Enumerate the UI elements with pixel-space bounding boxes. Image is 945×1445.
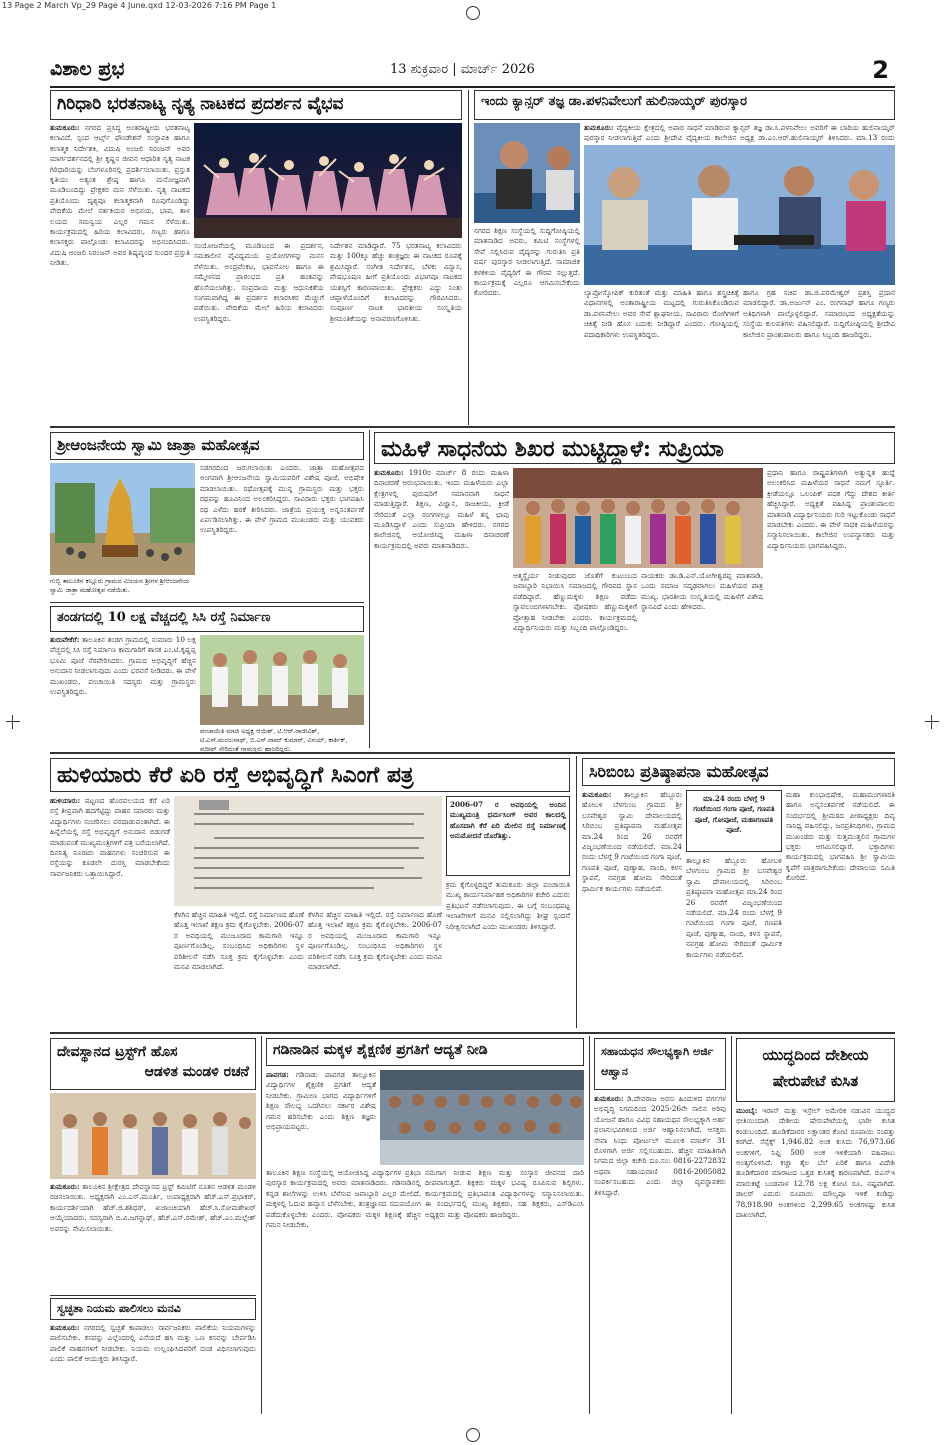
article-body	[50, 1323, 256, 1413]
article-body	[50, 635, 196, 733]
article-body	[425, 1168, 584, 1413]
article-text: ತಾಲೂಕಿನ ತಂಡಗ ಗ್ರಾಮದಲ್ಲಿ ಸುಮಾರು 10 ಲಕ್ಷ ವೆಚ್ಚದಲ್ಲಿ ಸಿಸಿ ರಸ್ತೆ ನಿರ್ಮಾಣ ಕಾಮಗಾರಿಗೆ ಶಾಸಕ ಎಂ.ಟಿ.ಕೃಷ್ಣಪ್ಪ ಭೂಮಿ ಪೂಜೆ ನೆರವೇರಿಸಿದರು. ಗ್ರಾಮದ ಅಭಿವೃದ್ಧಿಗೆ ಹೆಚ್ಚಿನ ಅನುದಾನ ನೀಡಲಾಗುವುದು ಎಂದು ಭರವಸೆ ನೀಡಿದರು. ಈ ವೇಳೆ ಮುಖಂಡರು, ಪಂಚಾಯಿತಿ ಸದಸ್ಯರು ಮತ್ತು ಗ್ರಾಮಸ್ಥರು ಉಪಸ್ಥಿತರಿದ್ದರು.	[50, 635, 196, 697]
headline-sahayadhana	[594, 1038, 726, 1090]
dateline: ತುಮಕೂರು:	[50, 123, 80, 132]
article-body	[786, 790, 895, 1026]
article-text: ನಗರದ ಶಿಕ್ಷಣ ಸಂಸ್ಥೆಯಲ್ಲಿ ಸುದ್ದಿಗೋಷ್ಠಿಯಲ್ಲಿ ಮಾತನಾಡಿದ ಅವರು, ಕಮಿಟಿ ಸಂಸ್ಥೆಗಳಲ್ಲಿ ಸೇವೆ ಸಲ್ಲಿಸಿರುವ ವೈದ್ಯರನ್ನು ಗುರುತಿಸಿ ಪ್ರತಿ ವರ್ಷ ಪುರಸ್ಕಾರ ನೀಡಲಾಗುತ್ತಿದೆ. ಸಾಮಾಜಿಕ ಕಳಕಳಿಯ ವೈದ್ಯರಿಗೆ ಈ ಗೌರವ ಸಲ್ಲುತ್ತದೆ. ಕಾರ್ಯಕ್ರಮಕ್ಕೆ ಎಲ್ಲರೂ ಆಗಮಿಸಬೇಕೆಂದು ಕೋರಿದರು.	[474, 226, 580, 298]
article-body	[266, 1168, 421, 1413]
article-body	[50, 123, 190, 418]
dateline: ತುಮಕೂರು:	[50, 1323, 80, 1332]
event-info-box: ಮಾ.24 ರಂದು ಬೆಳಗ್ಗೆ 9 ಗಂಟೆಯಿಂದ ಗಂಗಾ ಪೂಜೆ, ಗಣಪತಿ ಪೂಜೆ, ಗೋಪೂಜೆ, ಮಹಾಗಣಪತಿ ಪೂಜೆ.	[686, 790, 782, 852]
article-body	[582, 790, 682, 1026]
headline-siribimba: ಸಿರಿಬಿಂಬ ಪ್ರತಿಷ್ಠಾಪನಾ ಮಹೋತ್ಸವ	[582, 758, 895, 786]
photo-award-group	[474, 123, 580, 223]
page-number: 2	[872, 56, 889, 84]
article-text: ಆತ್ಮಸ್ಥೈರ್ಯ ನೀಡುವುದರ ಜೊತೆಗೆ ಕುಟುಂಬದ ಜವಾಬ್ದಾರಿ ನಿಭಾಯಿಸಿ ಸಮಾಜದಲ್ಲಿ ಗೌರವದ ಸ್ಥಾನ ಪಡೆದಿದ್ದಾರೆ. ಹೆಣ್ಣುಮಕ್ಕಳು ಶಿಕ್ಷಣ ಪಡೆದು ಸ್ವಾವಲಂಬಿಗಳಾಗಬೇಕು. ಪೋಷಕರು ಹೆಣ್ಣುಮಕ್ಕಳಿಗೆ ಪ್ರೋತ್ಸಾಹ ನೀಡಬೇಕು ಎಂದರು. ಕಾರ್ಯಕ್ರಮದಲ್ಲಿ ವಿದ್ಯಾರ್ಥಿನಿಯರು ಮತ್ತು ಸಿಬ್ಬಂದಿ ಪಾಲ್ಗೊಂಡಿದ್ದರು.	[513, 571, 637, 633]
column-divider	[731, 1036, 732, 1414]
headline-bharatanatya: ಗಿರಿಧಾರಿ ಭರತನಾಟ್ಯ ನೃತ್ಯ ನಾಟಕದ ಪ್ರದರ್ಶನ ವೈಭವ	[50, 90, 462, 120]
column-divider	[369, 430, 370, 748]
article-body	[743, 288, 895, 419]
dateline: ತುರುವೇಕೆರೆ:	[50, 635, 80, 644]
registration-mark-icon	[466, 1428, 480, 1442]
section-divider	[50, 1295, 256, 1296]
article-text: ಕೆಳಗಿನ ಹೆಚ್ಚಿನ ಮಾಹಿತಿ ಇಲ್ಲಿದೆ. ರಸ್ತೆ ನಿರ್ಮಾಣದ ಹೊಣೆ ಹೊತ್ತ ಇಲಾಖೆ ತಕ್ಷಣ ಕ್ರಮ ಕೈಗೊಳ್ಳಬೇಕು. 2006-07 ರ ಅವಧಿಯಲ್ಲಿ ಮಂಜೂರಾದ ಕಾಮಗಾರಿ ಇನ್ನೂ ಪೂರ್ಣಗೊಂಡಿಲ್ಲ. ಸಂಬಂಧಿಸಿದ ಅಧಿಕಾರಿಗಳು ಸ್ಥಳ ಪರಿಶೀಲನೆ ನಡೆಸಿ ಸೂಕ್ತ ಕ್ರಮ ಕೈಗೊಳ್ಳಬೇಕು ಎಂದು ಮನವಿ ಮಾಡಲಾಗಿದೆ.	[174, 910, 304, 972]
photo-dance-performance	[194, 123, 462, 238]
headline-line: ಆಡಳಿತ ಮಂಡಳಿ ರಚನೆ	[144, 1064, 249, 1080]
column-divider	[468, 90, 469, 425]
crosshair-mark-icon	[6, 715, 20, 729]
article-text: ಗಡಿನಾಡು ಪಾವಗಡ ತಾಲ್ಲೂಕಿನ ವಿದ್ಯಾರ್ಥಿಗಳ ಶೈಕ್ಷಣಿಕ ಪ್ರಗತಿಗೆ ಆದ್ಯತೆ ನೀಡಬೇಕು. ಗ್ರಾಮೀಣ ಭಾಗದ ವಿದ್ಯಾರ್ಥಿಗಳಿಗೆ ಶಿಕ್ಷಣ ಸೌಲಭ್ಯ ಒದಗಿಸಲು ಸರ್ಕಾರ ವಿಶೇಷ ಗಮನ ಹರಿಸಬೇಕು ಎಂದು ಶಿಕ್ಷಣ ತಜ್ಞರು ಅಭಿಪ್ರಾಯಪಟ್ಟರು.	[266, 1070, 376, 1132]
article-body	[200, 463, 364, 599]
article-body	[584, 123, 895, 145]
dateline: ತುಮಕೂರು:	[582, 790, 612, 799]
column-divider	[261, 1036, 262, 1414]
article-text: ನಿರ್ದೇಶನ ಮಾಡಿದ್ದಾರೆ. 75 ಭರತನಾಟ್ಯ ಕಲಾವಿದರು ಮತ್ತು 100ಕ್ಕೂ ಹೆಚ್ಚು ತಂತ್ರಜ್ಞರು ಈ ನಾಟಕದ ರೂಪಕ್ಕೆ ಶ್ರಮಿಸಿದ್ದಾರೆ. ಸಂಗೀತ ನಿರ್ದೇಶನ, ಬೆಳಕು ವಿನ್ಯಾಸ, ವೇಷಭೂಷಣ ಹೀಗೆ ಪ್ರತಿಯೊಂದು ವಿಭಾಗವೂ ನಾಟಕದ ಯಶಸ್ಸಿಗೆ ಕಾರಣವಾಯಿತು. ಪ್ರೇಕ್ಷಕರು ಎದ್ದು ನಿಂತು ಚಪ್ಪಾಳೆಯೊಂದಿಗೆ ಕಲಾವಿದರನ್ನು ಗೌರವಿಸಿದರು. ಸಂಪೂರ್ಣ ನಾಟಕ ಭಾರತೀಯ ಸಂಸ್ಕೃತಿಯ ಶ್ರೀಮಂತಿಕೆಯನ್ನು ಅನಾವರಣಗೊಳಿಸಿತು.	[330, 241, 462, 323]
article-text: ತಾಲೂಕಿನ ಶಿಕ್ಷಣ ಸಂಸ್ಥೆಯಲ್ಲಿ ಆಯೋಜಿಸಿದ್ದ ವಿದ್ಯಾರ್ಥಿಗಳ ಪ್ರತಿಭಾ ಪುರಸ್ಕಾರ ಕಾರ್ಯಕ್ರಮದಲ್ಲಿ ಅವರು ಮಾತನಾಡಿದರು. ಗಡಿನಾಡಿನಲ್ಲಿ ಕನ್ನಡ ಶಾಲೆಗಳನ್ನು ಉಳಿಸಿ ಬೆಳೆಸುವ ಜವಾಬ್ದಾರಿ ಎಲ್ಲರ ಮೇಲಿದೆ. ಮಕ್ಕಳಲ್ಲಿ ಓದುವ ಹವ್ಯಾಸ ಬೆಳೆಸಬೇಕು, ತಂತ್ರಜ್ಞಾನದ ಸದುಪಯೋಗ ಪಡೆದುಕೊಳ್ಳಬೇಕು ಎಂದರು. ಪೋಷಕರು ಮಕ್ಕಳ ಶಿಕ್ಷಣಕ್ಕೆ ಹೆಚ್ಚಿನ ಗಮನ ನೀಡಬೇಕು.	[266, 1168, 421, 1230]
page-header	[50, 56, 895, 88]
article-text: ಹಾಗೂ ಗ್ರಹ ಸಚಿವ ಡಾ.ಜಿ.ಪರಮೇಶ್ವರ್ ಪ್ರಶಸ್ತಿ ಪ್ರದಾನ ಮಾಡಲಿದ್ದಾರೆ. ಡಾ.ಅರ್ಜುನ್ ಎಂ. ರಂಗನಾಥ್ ಹಾಗೂ ಗಣ್ಯರು ಅತಿಥಿಗಳಾಗಿ ಪಾಲ್ಗೊಳ್ಳಲಿದ್ದಾರೆ. ಸಮಾರಂಭದ ಅಧ್ಯಕ್ಷತೆಯನ್ನು ಸಂಸ್ಥೆಯ ಕುಲಪತಿಗಳು ವಹಿಸಲಿದ್ದಾರೆ. ಸುದ್ದಿಗೋಷ್ಠಿಯಲ್ಲಿ ಶ್ರೀದೇವಿ ಕಾಲೇಜಿನ ಪ್ರಾಂಶುಪಾಲರು ಹಾಗೂ ಸಿಬ್ಬಂದಿ ಹಾಜರಿದ್ದರು.	[743, 288, 895, 339]
headline-line: ಯುದ್ಧದಿಂದ ದೇಶೀಯ	[762, 1046, 869, 1064]
column-divider	[589, 1036, 590, 1414]
photo-womens-day-group	[513, 468, 763, 568]
photo-students-group	[380, 1070, 584, 1165]
article-text: ಡಿ.ದೇವರಾಜ ಅರಸು ಹಿಂದುಳಿದ ವರ್ಗಗಳ ಅಭಿವೃದ್ಧಿ ನಿಗಮದಿಂದ 2025-26ನೇ ಸಾಲಿನ ಅರಿವು ಯೋಜನೆ ಹಾಗೂ ವಿವಿಧ ಸಹಾಯಧನ ಸೌಲಭ್ಯಕ್ಕಾಗಿ ಅರ್ಹ ಫಲಾನುಭವಿಗಳಿಂದ ಅರ್ಜಿ ಆಹ್ವಾನಿಸಲಾಗಿದೆ. ಆಸಕ್ತರು ಸೇವಾ ಸಿಂಧು ಪೋರ್ಟಲ್ ಮೂಲಕ ಮಾರ್ಚ್ 31 ರೊಳಗಾಗಿ ಅರ್ಜಿ ಸಲ್ಲಿಸಬಹುದು. ಹೆಚ್ಚಿನ ಮಾಹಿತಿಗಾಗಿ ನಿಗಮದ ಜಿಲ್ಲಾ ಕಚೇರಿ ದೂ.ಸಂ: 0816-2272832 ಅಥವಾ ಸಹಾಯವಾಣಿ 0816-2005082 ಸಂಪರ್ಕಿಸಬಹುದು ಎಂದು ಜಿಲ್ಲಾ ವ್ಯವಸ್ಥಾಪಕರು ತಿಳಿಸಿದ್ದಾರೆ.	[594, 1094, 726, 1197]
article-text: ಕ್ರಮ ಕೈಗೊಳ್ಳದಿದ್ದರೆ ತುಮಕೂರು ಜಿಲ್ಲಾ ಪಂಚಾಯಿತಿ ಮುಖ್ಯ ಕಾರ್ಯನಿರ್ವಾಹಕ ಅಧಿಕಾರಿಗಳ ಕಚೇರಿ ಎದುರು ಪ್ರತಿಭಟನೆ ನಡೆಸಲಾಗುವುದು. ಈ ಬಗ್ಗೆ ಸಂಬಂಧಪಟ್ಟ ಇಲಾಖೆಗಳಿಗೆ ಮನವಿ ಸಲ್ಲಿಸಲಾಗಿದ್ದು ಶೀಘ್ರ ಸ್ಪಂದನೆ ನಿರೀಕ್ಷಿಸಲಾಗಿದೆ ಎಂದು ಮುಖಂಡರು ತಿಳಿಸಿದ್ದಾರೆ.	[446, 880, 570, 931]
section-divider	[50, 602, 364, 603]
article-body	[767, 468, 895, 748]
article-body	[474, 226, 580, 419]
photo-caption: ಪಂಚಾಯಿತಿ ಮಾಜಿ ಅಧ್ಯಕ್ಷ ಆಯಿಶ್, ಟಿ.ಆರ್.ರಾಜೀವಿಶ್, ಟಿ.ಎಸ್.ಮಂಜುನಾಥ್, ಬಿ.ಎಸ್.ರಾಮ್ ಕುಮಾರ್, ವಿನಯ್, ಕಾರ್ತಿಕ್, ಪ್ರದೀಪ್ ಸೇರಿದಂತೆ ಗ್ರಾಮಸ್ಥರು ಹಾಜರಿದ್ದರು.	[200, 727, 348, 753]
article-text: ಪಟ್ಟಣದ ಹೊರವಲಯದ ಕೆರೆ ಏರಿ ರಸ್ತೆ ತೀವ್ರವಾಗಿ ಹದಗೆಟ್ಟಿದ್ದು ವಾಹನ ಸವಾರರು ಮತ್ತು ವಿದ್ಯಾರ್ಥಿಗಳು ಸಂಚರಿಸಲು ಪರದಾಡುವಂತಾಗಿದೆ. ಈ ಹಿನ್ನೆಲೆಯಲ್ಲಿ ರಸ್ತೆ ಅಭಿವೃದ್ಧಿಗೆ ಅನುದಾನ ಬಿಡುಗಡೆ ಮಾಡುವಂತೆ ಮುಖ್ಯಮಂತ್ರಿಗಳಿಗೆ ಪತ್ರ ಬರೆಯಲಾಗಿದೆ. ದಿನನಿತ್ಯ ನೂರಾರು ವಾಹನಗಳು ಸಂಚರಿಸುವ ಈ ರಸ್ತೆಯನ್ನು ಕೂಡಲೇ ದುರಸ್ತಿ ಮಾಡಬೇಕೆಂದು ಸಾರ್ವಜನಿಕರು ಒತ್ತಾಯಿಸಿದ್ದಾರೆ.	[50, 796, 170, 878]
article-text: ಸಂಯೋಜನೆಯಲ್ಲಿ ಮೂಡಿಬಂದ ಈ ಪ್ರದರ್ಶನ, ಸಮಕಾಲೀನ ವೈವಿಧ್ಯಮಯ ಪ್ರಯೋಗಗಳನ್ನು ಮನಸ ಸೆಳೆಯಿತು. ಅಂದ್ರವೆಂಕಟ, ಭಾವನೋಲ ಹಾಗೂ ಈ ಸಮ್ಮೇಳನದ ಪ್ರಾರಂಭದ ಪ್ರತಿ ಹಂತವನ್ನು ಹೊಸೆಯಲಾಗಿತ್ತು. ಸಂಪ್ರದಾಯ ಮತ್ತು ಆಧುನಿಕತೆಯ ಸಂಗಮವಾಗಿದ್ದ ಈ ಪ್ರದರ್ಶನ ಕಲಾರಸಿಕರ ಮೆಚ್ಚುಗೆ ಪಡೆಯಿತು. ವೇದಿಕೆಯ ಮೇಲೆ ಹಿರಿಯ ಕಲಾವಿದರು ಉಪಸ್ಥಿತರಿದ್ದರು.	[194, 241, 324, 323]
article-text: ತಾಲ್ಲೂಕಿನ ಹೆಬ್ಬೂರು ಹೋಬಳಿ ಬೆಳಗುಂಬ ಗ್ರಾಮದ ಶ್ರೀ ಬಸವೇಶ್ವರ ಸ್ವಾಮಿ ದೇವಾಲಯದಲ್ಲಿ ಸಿರಿಬಿಂಬ ಪ್ರತಿಷ್ಠಾಪನಾ ಮಹೋತ್ಸವ ಮಾ.24 ರಿಂದ 26 ರವರೆಗೆ ವಿಜೃಂಭಣೆಯಿಂದ ನಡೆಯಲಿದೆ. ಮಾ.24 ರಂದು ಬೆಳಗ್ಗೆ 9 ಗಂಟೆಯಿಂದ ಗಂಗಾ ಪೂಜೆ, ಗಣಪತಿ ಪೂಜೆ, ಪುಣ್ಯಾಹ, ನಾಂದಿ, ಕಳಸ ಸ್ಥಾಪನೆ, ನವಗ್ರಹ ಹೋಮ ಸೇರಿದಂತೆ ಧಾರ್ಮಿಕ ಕಾರ್ಯಗಳು ನಡೆಯಲಿವೆ.	[582, 790, 682, 893]
dateline: ತುಮಕೂರು:	[584, 123, 614, 132]
headline-anjaneya: ಶ್ರೀಆಂಜನೇಯ ಸ್ವಾಮಿ ಜಾತ್ರಾ ಮಹೋತ್ಸವ	[50, 432, 364, 460]
article-text: ಇರಾನ್ ಮತ್ತು ಇಸ್ರೇಲ್ ಅಮೇರಿಕ ನಡುವಿನ ಯುದ್ಧದ ಭೀತಿಯಿಂದಾಗಿ ದೇಶೀಯ ಷೇರುಪೇಟೆಯಲ್ಲಿ ಭಾರೀ ಕುಸಿತ ಕಂಡುಬಂದಿದೆ. ಹೂಡಿಕೆದಾರರ ಲಕ್ಷಾಂತರ ಕೋಟಿ ರೂಪಾಯಿ ಸಂಪತ್ತು ಕರಗಿದೆ. ಸೆನ್ಸೆಕ್ಸ್ 1,946.82 ಅಂಕ ಕುಸಿದು 76,973.66 ಅಂಕಗಳಿಗೆ, ನಿಫ್ಟಿ 500 ಅಂಕ ಇಳಿಕೆಯಾಗಿ ವಹಿವಾಟು ಅಂತ್ಯಗೊಳಿಸಿದೆ. ಕಚ್ಚಾ ತೈಲ ಬೆಲೆ ಏರಿಕೆ ಹಾಗೂ ವಿದೇಶಿ ಹೂಡಿಕೆದಾರರ ಮಾರಾಟದ ಒತ್ತಡ ಕುಸಿತಕ್ಕೆ ಕಾರಣವಾಗಿದೆ. ಬಿಎಸ್‌ಇ ಮಾರುಕಟ್ಟೆ ಬಂಡವಾಳ 12.78 ಲಕ್ಷ ಕೋಟಿ ರೂ. ನಷ್ಟವಾಗಿದೆ. ಡಾಲರ್ ಎದುರು ರೂಪಾಯಿ ಮೌಲ್ಯವೂ ಇಳಿಕೆ ಕಂಡಿದ್ದು 78,918.90 ಅಂಕಗಳಿಂದ 2,299.65 ಅಂಕಗಳಷ್ಟು ಕುಸಿತ ದಾಖಲಾಗಿದೆ.	[736, 1106, 895, 1220]
article-text: 1910ರ ಮಾರ್ಚ್ 8 ರಂದು ಮಹಿಳಾ ದಿನಾಚರಣೆ ಆರಂಭವಾಯಿತು. ಇಂದು ಮಹಿಳೆಯರು ಎಲ್ಲಾ ಕ್ಷೇತ್ರಗಳಲ್ಲಿ ಪುರುಷರಿಗೆ ಸಮಾನವಾಗಿ ಸಾಧನೆ ಮಾಡುತ್ತಿದ್ದಾರೆ. ಶಿಕ್ಷಣ, ವಿಜ್ಞಾನ, ರಾಜಕೀಯ, ಕ್ರೀಡೆ ಸೇರಿದಂತೆ ಎಲ್ಲಾ ರಂಗಗಳಲ್ಲೂ ಮಹಿಳೆ ತನ್ನ ಛಾಪು ಮೂಡಿಸಿದ್ದಾಳೆ ಎಂದು ಸುಪ್ರಿಯಾ ಹೇಳಿದರು. ನಗರದ ಕಾಲೇಜಿನಲ್ಲಿ ಆಯೋಜಿಸಿದ್ದ ಮಹಿಳಾ ದಿನಾಚರಣೆ ಕಾರ್ಯಕ್ರಮದಲ್ಲಿ ಅವರು ಮಾತನಾಡಿದರು.	[374, 468, 509, 550]
headline-cc-road: ತಂಡಗದಲ್ಲಿ 10 ಲಕ್ಷ ವೆಚ್ಚದಲ್ಲಿ ಸಿಸಿ ರಸ್ತೆ ನಿರ್ಮಾಣ	[50, 606, 364, 632]
section-divider	[50, 1032, 895, 1034]
article-body	[308, 910, 442, 1026]
dateline: ಮುಂಬೈ:	[736, 1106, 758, 1115]
dateline: ಹುಳಿಯಾರು:	[50, 796, 81, 805]
headline-line: ದೇವಸ್ಥಾನದ ಟ್ರಸ್ಟ್‌ಗೆ ಹೊಸ	[57, 1044, 178, 1060]
headline-gadinadu: ಗಡಿನಾಡಿನ ಮಕ್ಕಳ ಶೈಕ್ಷಣಿಕ ಪ್ರಗತಿಗೆ ಆದ್ಯತೆ ನೀಡಿ	[266, 1038, 584, 1066]
article-text: ಮಹಾ ಕುಂಭಾಭಿಷೇಕ, ಮಹಾಮಂಗಳಾರತಿ ಹಾಗೂ ಅನ್ನಸಂತರ್ಪಣೆ ನಡೆಯಲಿದೆ. ಈ ಸಂದರ್ಭದಲ್ಲಿ ಶ್ರೀಮಠದ ಪೀಠಾಧ್ಯಕ್ಷರು ದಿವ್ಯ ಸಾನಿಧ್ಯ ವಹಿಸಲಿದ್ದು, ಜನಪ್ರತಿನಿಧಿಗಳು, ಗ್ರಾಮದ ಮುಖಂಡರು ಮತ್ತು ಸುತ್ತಮುತ್ತಲಿನ ಗ್ರಾಮಗಳ ಭಕ್ತರು ಆಗಮಿಸಲಿದ್ದಾರೆ. ಭಕ್ತಾದಿಗಳು ಕಾರ್ಯಕ್ರಮದಲ್ಲಿ ಭಾಗವಹಿಸಿ ಶ್ರೀ ಸ್ವಾಮಿಯ ಕೃಪೆಗೆ ಪಾತ್ರರಾಗಬೇಕೆಂದು ದೇವಾಲಯ ಸಮಿತಿ ಕೋರಿದೆ.	[786, 790, 895, 883]
article-body	[266, 1070, 376, 1165]
issue-date: 13 ಶುಕ್ರವಾರ | ಮಾರ್ಚ್ 2026	[390, 62, 535, 77]
dateline: ಪಾವಗಡ:	[266, 1070, 289, 1079]
registration-mark-icon	[466, 6, 480, 20]
photo-trust-members	[50, 1093, 256, 1179]
article-body	[374, 468, 509, 748]
masthead: ವಿಶಾಲ ಪ್ರಭ	[50, 58, 125, 80]
photo-caption: ಗುಬ್ಬಿ ತಾಲೂಕಿನ ಕಲ್ಲೂರು ಗ್ರಾಮದ ವಿಜಯನ ಶ್ರೀಗಳ ಶ್ರೀಆಂಜನೇಯ ಸ್ವಾಮಿ ಜಾತ್ರಾ ಮಹೋತ್ಸವ ನಡೆಯಿತು.	[50, 577, 190, 594]
article-body	[330, 241, 462, 419]
article-body	[736, 1106, 895, 1413]
article-body	[174, 910, 304, 1026]
headline-huliyaru: ಹುಳಿಯಾರು ಕೆರೆ ಏರಿ ರಸ್ತೆ ಅಭಿವೃದ್ಧಿಗೆ ಸಿಎಂಗೆ ಪತ್ರ	[50, 758, 570, 792]
dateline: ತುಮಕೂರು:	[50, 1182, 80, 1191]
photo-letter-document	[174, 796, 442, 906]
headline-cancer-award: ಇಂದು ಕ್ಯಾನ್ಸರ್ ತಜ್ಞ ಡಾ.ಪಳನಿವೇಲುಗೆ ಹುಲಿನಾಯ್ಕರ್ ಪುರಸ್ಕಾರ	[474, 90, 895, 120]
article-body	[50, 1182, 256, 1292]
article-text: ಸಡಗರದಿಂದ ಜರುಗಲಾಯಿತು ಎಂದರು. ಜಾತ್ರಾ ಮಹೋತ್ಸವದ ಅಂಗವಾಗಿ ಶ್ರೀಆಂಜನೇಯ ಸ್ವಾಮಿಯವರಿಗೆ ವಿಶೇಷ ಪೂಜೆ, ಅಭಿಷೇಕ ಮಾಡಲಾಯಿತು. ರಥೋತ್ಸವಕ್ಕೆ ಮುನ್ನ ಗ್ರಾಮಸ್ಥರು ಮತ್ತು ಭಕ್ತರು ರಥವನ್ನು ಹೂವಿನಿಂದ ಅಲಂಕರಿಸಿದ್ದರು. ಸಾವಿರಾರು ಭಕ್ತರು ಭಾಗವಹಿಸಿ ರಥ ಎಳೆದು ಹರಕೆ ತೀರಿಸಿದರು. ಜಾತ್ರೆಯ ಪ್ರಯುಕ್ತ ಅನ್ನಸಂತರ್ಪಣೆ ಏರ್ಪಡಿಸಲಾಗಿತ್ತು. ಈ ವೇಳೆ ಗ್ರಾಮದ ಮುಖಂಡರು ಮತ್ತು ಯುವಕರು ಉಪಸ್ಥಿತರಿದ್ದರು.	[200, 463, 364, 535]
section-divider	[50, 426, 895, 428]
article-text: ಪ್ರಧಾನಿ ಹಾಗೂ ರಾಷ್ಟ್ರಪತಿಗಳಾಗಿ ಅತ್ಯುನ್ನತ ಹುದ್ದೆ ಅಲಂಕರಿಸಿದ ಮಹಿಳೆಯರ ಸಾಧನೆ ನಮಗೆ ಸ್ಫೂರ್ತಿ. ಕ್ರೀಡೆಯಲ್ಲೂ ಒಲಂಪಿಕ್ ಪದಕ ಗೆದ್ದು ದೇಶದ ಕೀರ್ತಿ ಹೆಚ್ಚಿಸಿದ್ದಾರೆ. ಅಧ್ಯಕ್ಷತೆ ವಹಿಸಿದ್ದ ಪ್ರಾಂಶುಪಾಲರು ಮಾತನಾಡಿ ವಿದ್ಯಾರ್ಥಿನಿಯರು ಗುರಿ ಇಟ್ಟುಕೊಂಡು ಸಾಧನೆ ಮಾಡಬೇಕು ಎಂದರು. ಈ ವೇಳೆ ಸಾಧಕ ಮಹಿಳೆಯರನ್ನು ಸನ್ಮಾನಿಸಲಾಯಿತು. ಕಾಲೇಜಿನ ಉಪನ್ಯಾಸಕರು ಮತ್ತು ವಿದ್ಯಾರ್ಥಿನಿಯರು ಭಾಗವಹಿಸಿದ್ದರು.	[767, 468, 895, 550]
article-body	[513, 571, 637, 748]
article-body	[446, 880, 570, 1026]
dateline: ತುಮಕೂರು:	[374, 468, 404, 477]
column-divider	[576, 756, 577, 1028]
article-text: ತಾಲ್ಲೂಕಿನ ಹೆಬ್ಬೂರು ಹೋಬಳಿ ಬೆಳಗುಂಬ ಗ್ರಾಮದ ಶ್ರೀ ಬಸವೇಶ್ವರ ಸ್ವಾಮಿ ದೇವಾಲಯದಲ್ಲಿ ಸಿರಿಬಿಂಬ ಪ್ರತಿಷ್ಠಾಪನಾ ಮಹೋತ್ಸವ ಮಾ.24 ರಿಂದ 26 ರವರೆಗೆ ವಿಜೃಂಭಣೆಯಿಂದ ನಡೆಯಲಿದೆ. ಮಾ.24 ರಂದು ಬೆಳಗ್ಗೆ 9 ಗಂಟೆಯಿಂದ ಗಂಗಾ ಪೂಜೆ, ಗಣಪತಿ ಪೂಜೆ, ಪುಣ್ಯಾಹ, ನಾಂದಿ, ಕಳಸ ಸ್ಥಾಪನೆ, ನವಗ್ರಹ ಹೋಮ ಸೇರಿದಂತೆ ಧಾರ್ಮಿಕ ಕಾರ್ಯಗಳು ನಡೆಯಲಿವೆ.	[686, 856, 782, 959]
article-body	[594, 1094, 726, 1413]
article-text: ನಾಯಕರು ಡಾ.ಡಿ.ಎನ್.ಯೋಗೀಶ್ವರಪ್ಪ ಮಾತನಾಡಿ, ಒಂದು ಸಮಾಜ ಸದೃಢವಾಗಲು ಮಹಿಳೆಯರ ಪಾತ್ರ ಮುಖ್ಯ. ಭಾರತೀಯ ಸಂಸ್ಕೃತಿಯಲ್ಲಿ ಮಹಿಳೆಗೆ ವಿಶೇಷ ಸ್ಥಾನವಿದೆ ಎಂದು ಹೇಳಿದರು.	[641, 571, 763, 612]
headline-supriya: ಮಹಿಳೆ ಸಾಧನೆಯ ಶಿಖರ ಮುಟ್ಟಿದ್ದಾಳೆ: ಸುಪ್ರಿಯಾ	[374, 432, 895, 464]
photo-press-meet	[584, 145, 895, 285]
article-text: ಕೆಳಗಿನ ಹೆಚ್ಚಿನ ಮಾಹಿತಿ ಇಲ್ಲಿದೆ. ರಸ್ತೆ ನಿರ್ಮಾಣದ ಹೊಣೆ ಹೊತ್ತ ಇಲಾಖೆ ತಕ್ಷಣ ಕ್ರಮ ಕೈಗೊಳ್ಳಬೇಕು. 2006-07 ರ ಅವಧಿಯಲ್ಲಿ ಮಂಜೂರಾದ ಕಾಮಗಾರಿ ಇನ್ನೂ ಪೂರ್ಣಗೊಂಡಿಲ್ಲ. ಸಂಬಂಧಿಸಿದ ಅಧಿಕಾರಿಗಳು ಸ್ಥಳ ಪರಿಶೀಲನೆ ನಡೆಸಿ ಸೂಕ್ತ ಕ್ರಮ ಕೈಗೊಳ್ಳಬೇಕು ಎಂದು ಮನವಿ ಮಾಡಲಾಗಿದೆ.	[308, 910, 442, 972]
article-text: ನಗರದಲ್ಲಿ ಸ್ವಚ್ಛತೆ ಕಾಪಾಡಲು ಸಾರ್ವಜನಿಕರು ಪಾಲಿಕೆಯ ನಿಯಮಗಳನ್ನು ಪಾಲಿಸಬೇಕು. ಕಸವನ್ನು ಎಲ್ಲೆಂದರಲ್ಲಿ ಎಸೆಯದೆ ಹಸಿ ಮತ್ತು ಒಣ ಕಸವನ್ನು ಬೇರ್ಪಡಿಸಿ ಪಾಲಿಕೆ ವಾಹನಗಳಿಗೆ ನೀಡಬೇಕು. ನಿಯಮ ಉಲ್ಲಂಘಿಸಿದವರಿಗೆ ದಂಡ ವಿಧಿಸಲಾಗುವುದು ಎಂದು ಪಾಲಿಕೆ ಆಯುಕ್ತರು ತಿಳಿಸಿದ್ದಾರೆ.	[50, 1323, 256, 1364]
headline-trust	[50, 1038, 256, 1090]
article-body	[194, 241, 324, 419]
article-body	[50, 796, 170, 1026]
print-slug: 13 Page 2 March Vp_29 Page 4 June.qxd 12-03-2026 7:16 PM Page 1	[2, 1, 277, 10]
photo-road-inauguration	[200, 635, 364, 725]
headline-yuddha	[736, 1038, 895, 1102]
headline-text: ಸಹಾಯಧನ ಸೌಲಭ್ಯಕ್ಕಾಗಿ ಅರ್ಜಿ ಆಹ್ವಾನ	[601, 1045, 714, 1078]
section-divider	[50, 752, 895, 754]
article-body	[686, 856, 782, 1026]
crosshair-mark-icon	[925, 715, 939, 729]
article-text: ವೈದ್ಯಕೀಯ ಕ್ಷೇತ್ರದಲ್ಲಿ ಅಪಾರ ಸಾಧನೆ ಮಾಡಿರುವ ಕ್ಯಾನ್ಸರ್ ತಜ್ಞ ಡಾ.ಸಿ.ಪಳನಿವೇಲು ಅವರಿಗೆ ಈ ಬಾರಿಯ ಹುಲಿನಾಯ್ಕರ್ ಪುರಸ್ಕಾರ ನೀಡಲಾಗುತ್ತಿದೆ ಎಂದು ಶ್ರೀದೇವಿ ವೈದ್ಯಕೀಯ ಕಾಲೇಜಿನ ಅಧ್ಯಕ್ಷ ಡಾ.ಎಂ.ಆರ್.ಹುಲಿನಾಯ್ಕರ್ ತಿಳಿಸಿದರು. ಮಾ.13 ರಂದು	[584, 123, 895, 143]
article-body	[584, 288, 739, 419]
article-text: ಲ್ಯಾಪ್ರೋಸ್ಕೋಪಿಕ್ ಕುರಿತಂತೆ ಮತ್ತು ಮಾಹಿತಿ ಹಾಗೂ ಶಸ್ತ್ರಚಿಕಿತ್ಸೆ ವಿಧಾನಗಳಲ್ಲಿ ಅಂತಾರಾಷ್ಟ್ರೀಯ ಮಟ್ಟದಲ್ಲಿ ಗುರುತಿಸಿಕೊಂಡಿರುವ ಡಾ.ಪಳನಿವೇಲು ಅವರ ಸೇವೆ ಶ್ಲಾಘನೀಯ. ಸಾವಿರಾರು ರೋಗಿಗಳಿಗೆ ಚಿಕಿತ್ಸೆ ನೀಡಿ ಹೊಸ ಬದುಕು ನೀಡಿದ್ದಾರೆ ಎಂದರು. ಗೋಷ್ಠಿಯಲ್ಲಿ ಪದಾಧಿಕಾರಿಗಳು ಉಪಸ್ಥಿತರಿದ್ದರು.	[584, 288, 739, 339]
dateline: ತುಮಕೂರು:	[594, 1094, 624, 1103]
photo-chariot-festival	[50, 463, 195, 575]
article-text: ತಾಲೂಕಿನ ಶ್ರೀಕ್ಷೇತ್ರದ ದೇವಸ್ಥಾನದ ಟ್ರಸ್ಟ್ ಕಮಿಟಿಗೆ ನೂತನ ಆಡಳಿತ ಮಂಡಳಿ ರಚಿಸಲಾಯಿತು. ಅಧ್ಯಕ್ಷರಾಗಿ ಎಂ.ಎಸ್.ಮೂರ್ತಿ, ಉಪಾಧ್ಯಕ್ಷರಾಗಿ ಹೆಚ್.ಎಸ್.ಪ್ರಭಾಕರ್, ಕಾರ್ಯದರ್ಶಿಯಾಗಿ ಹೆಚ್.ಜಿ.ಶಶಿಧರ್, ಖಜಾಂಚಿಯಾಗಿ ಹೆಚ್.ಸಿ.ಸೋಮಶೇಖರ್ ಆಯ್ಕೆಯಾದರು. ಸದಸ್ಯರಾಗಿ ಬಿ.ವಿ.ಜಗನ್ನಾಥ್, ಹೆಚ್.ಎಸ್.ರಮೇಶ್, ಹೆಚ್.ಎಂ.ಮಲ್ಲೇಶ್ ಅವರನ್ನು ನೇಮಿಸಲಾಯಿತು.	[50, 1182, 256, 1233]
article-text: ನಗರದ ಪ್ರಸಿದ್ಧ ಅಂತರಾಷ್ಟ್ರೀಯ ಭರತನಾಟ್ಯ ಕಲಾವಿದೆ, ಸ್ಪಂದ ಆರ್ಟ್ಸ್ ಫೌಂಡೇಶನ್ ಸಂಸ್ಥಾಪಕಿ ಹಾಗೂ ಕಲಾತ್ಮಕ ನಿರ್ದೇಶಕಿ, ವಿದುಷಿ ಅಂಜಲಿ ನಿರಂಜನ್ ಅವರ ಮಾರ್ಗದರ್ಶನದಲ್ಲಿ ಶ್ರೀ ಕೃಷ್ಣನ ಜೀವನ ಆಧಾರಿತ ನೃತ್ಯ ನಾಟಕ ಗಿರಿಧಾರಿಯನ್ನು ಬೆಂಗಳೂರಿನಲ್ಲಿ ಪ್ರದರ್ಶಿಸಲಾಯಿತು. ಪ್ರಸ್ತುತ ಕೃತಿಯು ಅತ್ಯಂತ ಶ್ರೇಷ್ಠ ಹಾಗೂ ಮನೋಜ್ಞವಾಗಿ ಮೂಡಿಬಂದಿದ್ದು ಪ್ರೇಕ್ಷಕರ ಮನ ಸೆಳೆಯಿತು. ನೃತ್ಯ ನಾಟಕದ ಪ್ರತಿಯೊಂದು ದೃಶ್ಯವೂ ಕಲಾತ್ಮಕವಾಗಿ ರೂಪುಗೊಂಡಿದ್ದು ವೇದಿಕೆಯ ಮೇಲೆ ನರ್ತಕಿಯರ ಅಭಿನಯ, ಭಾವ, ತಾಳ ಲಯದ ಸಮನ್ವಯ ಎಲ್ಲರ ಗಮನ ಸೆಳೆಯಿತು. ಕಾರ್ಯಕ್ರಮದಲ್ಲಿ ಹಿರಿಯ ಕಲಾವಿದರು, ಗಣ್ಯರು ಹಾಗೂ ಕಲಾಸಕ್ತರು ಪಾಲ್ಗೊಂಡು ಕಲಾವಿದರನ್ನು ಅಭಿನಂದಿಸಿದರು. ವಿದುಷಿ ಅಂಜಲಿ ನಿರಂಜನ್ ಅವರ ಶಿಷ್ಯವೃಂದ ಸುಂದರ ಪ್ರಸ್ತುತಿ ನೀಡಿತು.	[50, 123, 190, 268]
article-text: ನಮಗಾಗ ನೀಡುವ ಶಿಕ್ಷಣ ಮತ್ತು ಸಂಸ್ಕಾರ ಜೀವನದ ದಾರಿ ದೀಪವಾಗುತ್ತದೆ. ಶಿಕ್ಷಕರು ಮಕ್ಕಳ ಭವಿಷ್ಯ ರೂಪಿಸುವ ಶಿಲ್ಪಿಗಳು. ಕಾರ್ಯಕ್ರಮದಲ್ಲಿ ಪ್ರತಿಭಾವಂತ ವಿದ್ಯಾರ್ಥಿಗಳನ್ನು ಸನ್ಮಾನಿಸಲಾಯಿತು. ಈ ಸಂದರ್ಭದಲ್ಲಿ ಮುಖ್ಯ ಶಿಕ್ಷಕರು, ಸಹ ಶಿಕ್ಷಕರು, ಎಸ್‌ಡಿಎಂಸಿ ಅಧ್ಯಕ್ಷರು ಮತ್ತು ಪೋಷಕರು ಹಾಜರಿದ್ದರು.	[425, 1168, 584, 1219]
headline-swachhata: ಸ್ವಚ್ಛತಾ ನಿಯಮ ಪಾಲಿಸಲು ಮನವಿ	[50, 1298, 256, 1320]
article-body	[641, 571, 763, 748]
highlight-box: 2006-07 ರ ಅವಧಿಯಲ್ಲಿ ಅಂದಿನ ಮುಖ್ಯಮಂತ್ರಿ ಧರ್ಮಸಿಂಗ್ ಅವರ ಕಾಲದಲ್ಲಿ ಹೊಸದಾಗಿ ಕೆರೆ ಏರಿ ಮೇಲಿನ ರಸ್ತೆ ನಿರ್ಮಾಣಕ್ಕೆ ಅನುಮೋದನೆ ದೊರೆತಿತ್ತು.	[446, 796, 570, 876]
headline-line: ಷೇರುಪೇಟೆ ಕುಸಿತ	[772, 1072, 859, 1090]
